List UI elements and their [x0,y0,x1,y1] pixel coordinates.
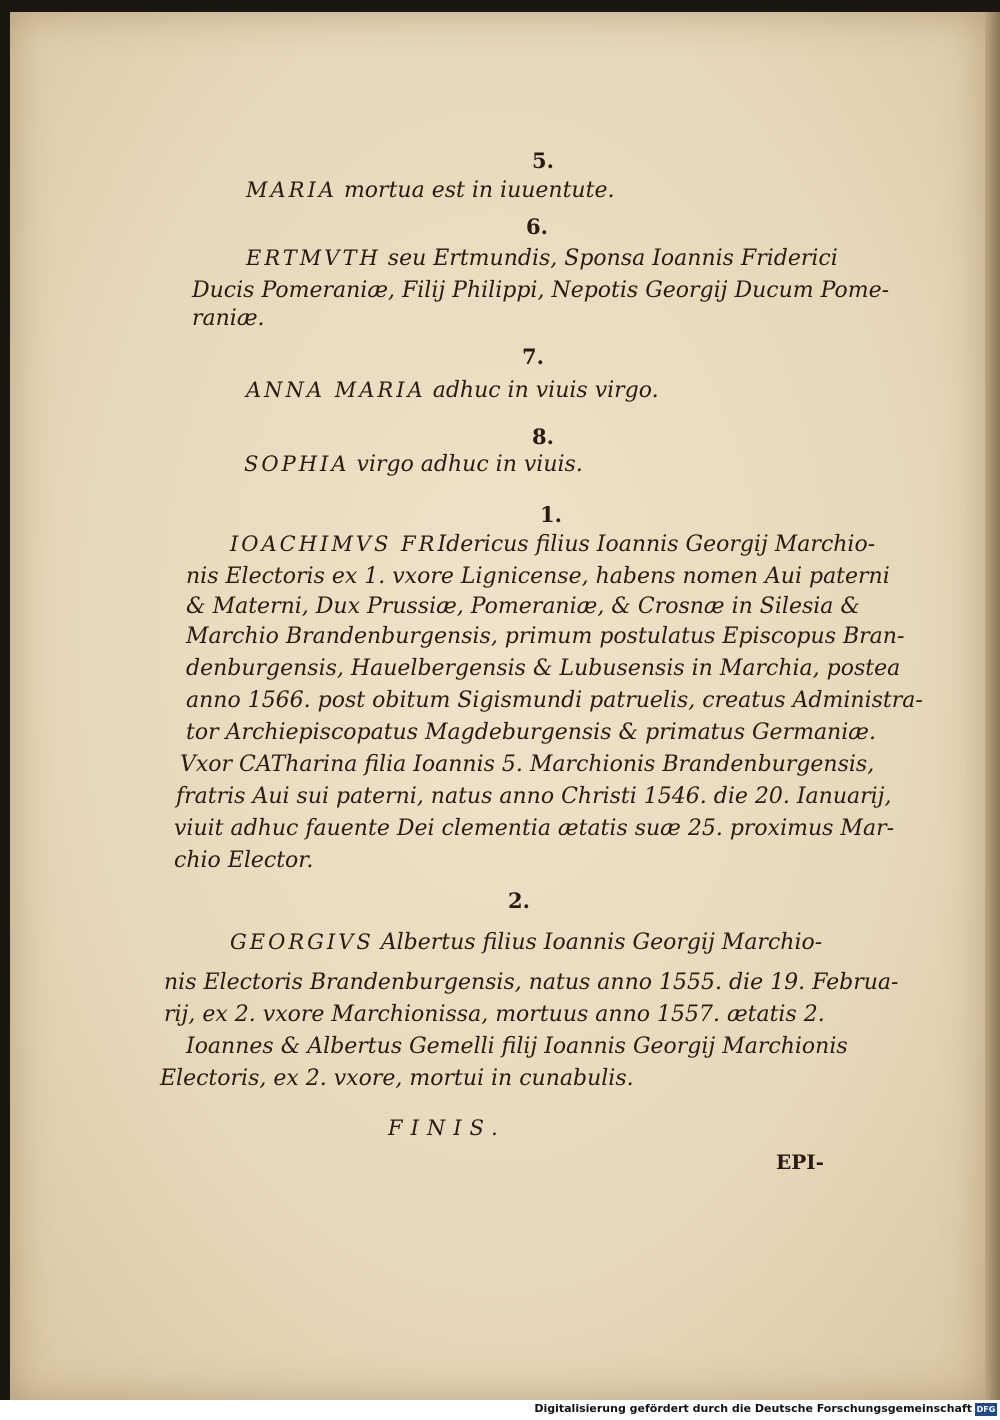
text-line: chio Elector. [174,848,314,873]
section-number: 7. [522,344,544,369]
text-line: ANNA MARIA adhuc in viuis virgo. [246,378,659,403]
text-line: Marchio Brandenburgensis, primum postulatus Episcopus Bran- [186,624,905,649]
section-number: 6. [526,214,548,239]
finis: FINIS. [388,1116,506,1140]
section-number: 2. [508,888,530,913]
text-line: raniæ. [192,306,265,331]
text-line: Vxor CATharina filia Ioannis 5. Marchionis Brandenburgensis, [180,752,875,777]
section-number: 1. [540,502,562,527]
dfg-logo: DFG [976,1405,996,1414]
text-line: IOACHIMVS FRIdericus filius Ioannis Georgij Marchio- [230,532,876,557]
footer-bar [0,1400,1000,1420]
text-line: nis Electoris ex 1. vxore Lignicense, habens nomen Aui paterni [186,564,890,589]
text-line: viuit adhuc fauente Dei clementia ætatis suæ 25. proximus Mar- [174,816,895,841]
text-line: rij, ex 2. vxore Marchionissa, mortuus anno 1557. ætatis 2. [164,1002,825,1027]
text-line: & Materni, Dux Prussiæ, Pomeraniæ, & Crosnæ in Silesia & [186,594,860,619]
text-line: SOPHIA virgo adhuc in viuis. [244,452,583,477]
text-line: GEORGIVS Albertus filius Ioannis Georgij Marchio- [230,930,823,955]
text-line: tor Archiepiscopatus Magdeburgensis & primatus Germaniæ. [186,720,876,745]
section-number: 5. [532,148,554,173]
section-number: 8. [532,424,554,449]
text-line: fratris Aui sui paterni, natus anno Christi 1546. die 20. Ianuarij, [176,784,892,809]
catchword: EPI- [776,1150,824,1174]
text-line: nis Electoris Brandenburgensis, natus anno 1555. die 19. Februa- [164,970,899,995]
text-line: Ducis Pomeraniæ, Filij Philippi, Nepotis Georgij Ducum Pome- [192,278,890,303]
text-line: denburgensis, Hauelbergensis & Lubusensis in Marchia, postea [186,656,901,681]
text-line: MARIA mortua est in iuuentute. [246,178,615,203]
text-line: anno 1566. post obitum Sigismundi patruelis, creatus Administra- [186,688,923,713]
text-line: Electoris, ex 2. vxore, mortui in cunabulis. [160,1066,634,1091]
text-line: ERTMVTH seu Ertmundis, Sponsa Ioannis Friderici [246,246,838,271]
text-line: Ioannes & Albertus Gemelli filij Ioannis Georgij Marchionis [186,1034,848,1059]
footer-credit: Digitalisierung gefördert durch die Deutsche Forschungsgemeinschaft [534,1402,972,1415]
